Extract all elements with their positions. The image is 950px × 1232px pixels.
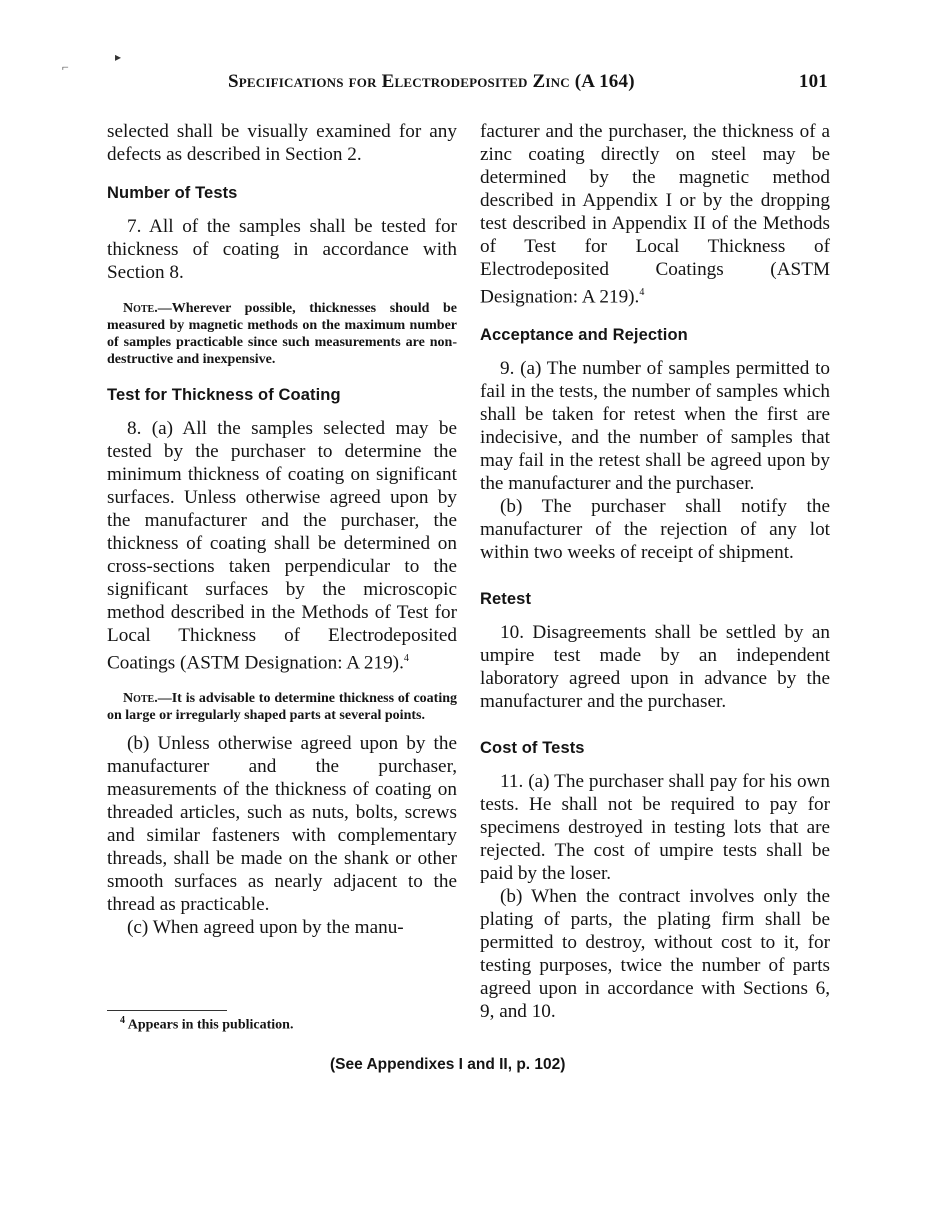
para-num: (b) xyxy=(500,886,523,908)
para-num: 9. (a) xyxy=(500,358,542,380)
heading-cost-of-tests: Cost of Tests xyxy=(480,739,585,758)
heading-number-of-tests: Number of Tests xyxy=(107,184,238,202)
note-label: Note. xyxy=(123,301,158,316)
heading-retest: Retest xyxy=(480,590,532,609)
paragraph-8c-continued xyxy=(480,120,830,308)
para-text: facturer and the purchaser, the thickness of a zinc coating directly on steel may be determined by the magnetic method described in Appendix I or by the dropping test described in Appendix II of the Methods of Test for Local Thickness of Electrodeposited Coatings (ASTM Designation: A 219). xyxy=(480,121,830,308)
appendix-reference: (See Appendixes I and II, p. 102) xyxy=(330,1056,566,1073)
note-text: —It is advisable to determine thickness of coating on large or irregularly shaped parts at several points. xyxy=(107,691,457,724)
paragraph-8a xyxy=(107,417,457,674)
paragraph-10: 10. Disagreements shall be settled by an umpire test made by an independent laboratory agreed upon in advance by the manufacturer and the purchaser. xyxy=(480,622,830,713)
page-number: 101 xyxy=(798,71,828,92)
paragraph-8b xyxy=(107,732,457,916)
footnote-text: Appears in this publication. xyxy=(125,1017,294,1033)
footnote-ref: 4 xyxy=(403,653,409,664)
paragraph-9a xyxy=(480,357,830,495)
para-num: 11. (a) xyxy=(500,771,550,793)
left-column xyxy=(107,120,457,939)
para-text: When the contract involves only the plating of parts, the plating firm shall be permitted to destroy, without cost to it, for testing purposes, twice the number of parts agreed upon in accordance with Sections 6, 9, and 10. xyxy=(480,886,830,1023)
para-num: (b) xyxy=(500,496,523,518)
footnote-ref: 4 xyxy=(639,287,645,298)
note-text: —Wherever possible, thicknesses should be measured by magnetic methods on the maximum number of samples practicable since such measurements are non-destructive and inexpensive. xyxy=(107,301,457,367)
para-text: Unless otherwise agreed upon by the manufacturer and the purchaser, measurements of the thickness of coating on threaded articles, such as nuts, bolts, screws and similar fasteners with complementary threads, shall be made on the shank or other smooth surfaces as nearly adjacent to the thread as practicable. xyxy=(107,733,457,916)
para-text: The number of samples permitted to fail in the tests, the number of samples which shall be taken for retest when the first are indecisive, and the number of samples that may fail in the retest shall be agreed upon by the manufacturer and the purchaser. xyxy=(480,358,830,495)
header-title: Specifications for Electrodeposited Zinc (A 164) xyxy=(228,71,635,92)
paragraph-8c xyxy=(107,916,457,939)
scan-mark-icon: ⌐ xyxy=(62,60,69,74)
para-text: All the samples selected may be tested by the purchaser to determine the minimum thickness of coating on significant surfaces. Unless otherwise agreed upon by the manufacturer and the purchaser, the thickness of coating shall be determined on cross-sections taken perpendicular to the significant surfaces by the microscopic method described in the Methods of Test for Local Thickness of Electrodeposited Coatings (ASTM Designation: A 219). xyxy=(107,418,458,674)
running-header xyxy=(228,71,828,93)
para-text: The purchaser shall notify the manufacturer of the rejection of any lot within two weeks of receipt of shipment. xyxy=(480,496,830,564)
para-num: (c) xyxy=(127,917,149,939)
paragraph-11b xyxy=(480,885,830,1023)
para-num: 8. (a) xyxy=(127,418,174,439)
scan-dot-icon: ▸ xyxy=(115,50,122,64)
para-text: The purchaser shall pay for his own tests. He shall not be required to pay for specimens destroyed in testing lots that are rejected. The cost of umpire tests shall be paid by the loser. xyxy=(480,771,831,885)
paragraph-9b xyxy=(480,495,830,564)
paragraph-intro: selected shall be visually examined for any defects as described in Section 2. xyxy=(107,121,457,165)
paragraph-11a xyxy=(480,770,830,885)
heading-test-thickness: Test for Thickness of Coating xyxy=(107,386,341,404)
footnote xyxy=(120,1015,293,1034)
paragraph-7: 7. All of the samples shall be tested for thickness of coating in accordance with Section 8. xyxy=(107,216,457,283)
para-text: When agreed upon by the manu- xyxy=(148,917,404,939)
note-label: Note. xyxy=(123,691,158,707)
heading-acceptance: Acceptance and Rejection xyxy=(480,326,688,345)
right-column xyxy=(480,120,830,1023)
footnote-mark: 4 xyxy=(120,1015,125,1026)
footnote-divider xyxy=(107,1010,227,1011)
para-num: (b) xyxy=(127,733,150,755)
note-advisable xyxy=(107,690,457,724)
note-magnetic xyxy=(107,300,457,368)
